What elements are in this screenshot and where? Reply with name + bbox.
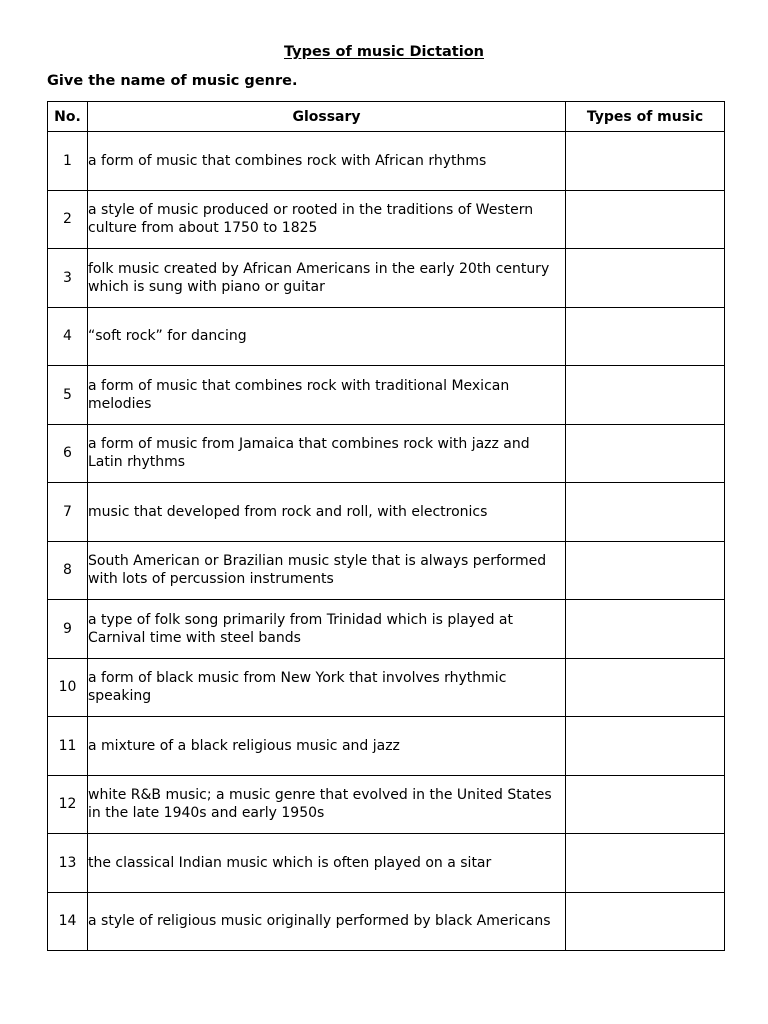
row-number: 11 bbox=[48, 717, 88, 776]
answer-cell[interactable] bbox=[566, 892, 725, 951]
table-row bbox=[48, 775, 725, 834]
row-glossary: a type of folk song primarily from Trinidad which is played at Carnival time with steel bands bbox=[88, 600, 566, 659]
answer-cell[interactable] bbox=[566, 132, 725, 191]
row-number: 1 bbox=[48, 132, 88, 191]
answer-cell[interactable] bbox=[566, 834, 725, 893]
row-glossary: music that developed from rock and roll, with electronics bbox=[88, 483, 566, 542]
answer-cell[interactable] bbox=[566, 600, 725, 659]
row-glossary: a mixture of a black religious music and jazz bbox=[88, 717, 566, 776]
row-number: 12 bbox=[48, 775, 88, 834]
header-glossary: Glossary bbox=[88, 102, 566, 132]
table-row bbox=[48, 424, 725, 483]
header-number: No. bbox=[48, 102, 88, 132]
answer-cell[interactable] bbox=[566, 775, 725, 834]
row-glossary: a form of music from Jamaica that combines rock with jazz and Latin rhythms bbox=[88, 424, 566, 483]
table-row bbox=[48, 249, 725, 308]
answer-cell[interactable] bbox=[566, 424, 725, 483]
row-glossary: folk music created by African Americans in the early 20th century which is sung with piano or guitar bbox=[88, 249, 566, 308]
answer-cell[interactable] bbox=[566, 658, 725, 717]
row-number: 4 bbox=[48, 307, 88, 366]
table-row bbox=[48, 717, 725, 776]
row-number: 6 bbox=[48, 424, 88, 483]
table-row bbox=[48, 541, 725, 600]
row-number: 7 bbox=[48, 483, 88, 542]
row-glossary: a style of music produced or rooted in the traditions of Western culture from about 1750 to 1825 bbox=[88, 190, 566, 249]
table-row bbox=[48, 190, 725, 249]
table-row bbox=[48, 132, 725, 191]
row-number: 10 bbox=[48, 658, 88, 717]
glossary-table bbox=[47, 101, 725, 951]
row-number: 2 bbox=[48, 190, 88, 249]
row-glossary: a form of music that combines rock with African rhythms bbox=[88, 132, 566, 191]
header-types-of-music: Types of music bbox=[566, 102, 725, 132]
answer-cell[interactable] bbox=[566, 483, 725, 542]
table-header-row bbox=[48, 102, 725, 132]
answer-cell[interactable] bbox=[566, 541, 725, 600]
row-glossary: a form of black music from New York that involves rhythmic speaking bbox=[88, 658, 566, 717]
row-number: 3 bbox=[48, 249, 88, 308]
answer-cell[interactable] bbox=[566, 366, 725, 425]
table-row bbox=[48, 307, 725, 366]
document-title: Types of music Dictation bbox=[283, 44, 484, 60]
table-row bbox=[48, 892, 725, 951]
row-number: 9 bbox=[48, 600, 88, 659]
table-row bbox=[48, 483, 725, 542]
answer-cell[interactable] bbox=[566, 190, 725, 249]
row-glossary: the classical Indian music which is often played on a sitar bbox=[88, 834, 566, 893]
table-row bbox=[48, 834, 725, 893]
row-glossary: “soft rock” for dancing bbox=[88, 307, 566, 366]
row-number: 5 bbox=[48, 366, 88, 425]
answer-cell[interactable] bbox=[566, 249, 725, 308]
answer-cell[interactable] bbox=[566, 717, 725, 776]
row-glossary: a form of music that combines rock with traditional Mexican melodies bbox=[88, 366, 566, 425]
row-number: 8 bbox=[48, 541, 88, 600]
row-glossary: South American or Brazilian music style that is always performed with lots of percussion instruments bbox=[88, 541, 566, 600]
table-row bbox=[48, 658, 725, 717]
answer-cell[interactable] bbox=[566, 307, 725, 366]
instruction-text: Give the name of music genre. bbox=[47, 73, 298, 89]
row-number: 14 bbox=[48, 892, 88, 951]
row-glossary: a style of religious music originally performed by black Americans bbox=[88, 892, 566, 951]
row-glossary: white R&B music; a music genre that evolved in the United States in the late 1940s and early 1950s bbox=[88, 775, 566, 834]
table-row bbox=[48, 600, 725, 659]
row-number: 13 bbox=[48, 834, 88, 893]
table-row bbox=[48, 366, 725, 425]
